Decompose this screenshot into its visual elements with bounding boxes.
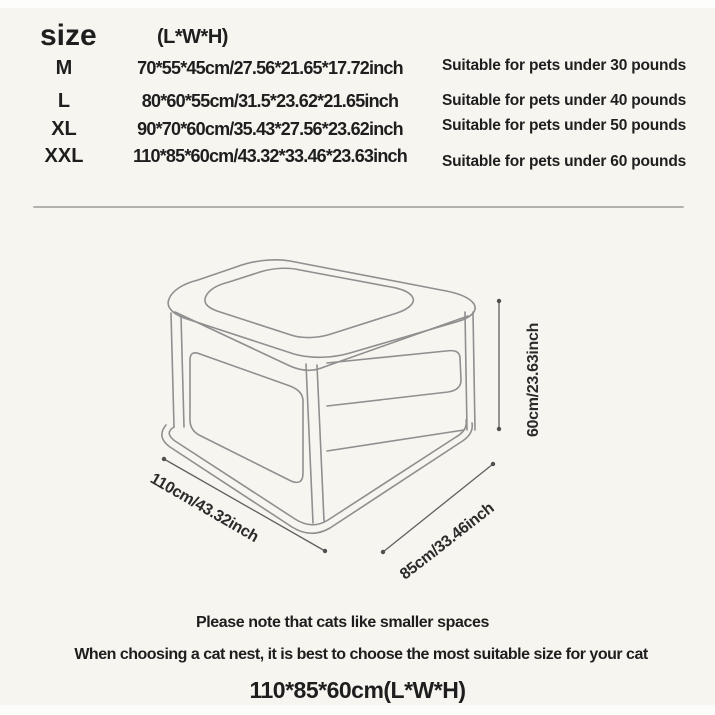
highlighted-size-text: 110*85*60cm(L*W*H) [249, 677, 466, 703]
size-label: L [57, 90, 71, 112]
size-label: M [55, 57, 73, 79]
suitability-text: Suitable for pets under 40 pounds [442, 92, 687, 109]
dimension-endpoint [497, 299, 501, 303]
side-band-line [327, 430, 464, 451]
suitability-text: Suitable for pets under 60 pounds [442, 153, 687, 170]
size-label: XL [51, 118, 77, 140]
corner-post-left [171, 313, 184, 427]
length-dimension-label: 110cm/43.32inch [147, 470, 262, 546]
front-mesh-window [190, 353, 303, 483]
depth-dimension-label: 85cm/33.46inch [397, 499, 498, 584]
dimension-endpoint [323, 549, 327, 553]
dimension-endpoint [497, 427, 501, 431]
size-label: XXL [44, 145, 84, 167]
note-choose-suitable-size: When choosing a cat nest, it is best to choose the most suitable size for your cat [74, 646, 648, 663]
dimension-endpoint [162, 457, 166, 461]
dimension-endpoint [381, 550, 385, 554]
corner-post-center [306, 364, 324, 523]
dimensions-value: 110*85*60cm/43.32*33.46*23.63inch [133, 146, 407, 166]
dimensions-value: 90*70*60cm/35.43*27.56*23.62inch [137, 119, 403, 139]
suitability-text: Suitable for pets under 50 pounds [442, 117, 687, 134]
note-cats-smaller-spaces: Please note that cats like smaller spaces [195, 614, 490, 631]
size-table-dims-header: (L*W*H) [157, 26, 228, 48]
height-dimension-label: 60cm/23.63inch [525, 322, 542, 438]
suitability-text: Suitable for pets under 30 pounds [442, 57, 687, 74]
dimensions-value: 70*55*45cm/27.56*21.65*17.72inch [137, 58, 403, 78]
corner-post-right [465, 312, 475, 430]
size-table-title: size [40, 19, 97, 52]
dimensions-value: 80*60*55cm/31.5*23.62*21.65inch [141, 91, 399, 111]
dimension-endpoint [491, 462, 495, 466]
